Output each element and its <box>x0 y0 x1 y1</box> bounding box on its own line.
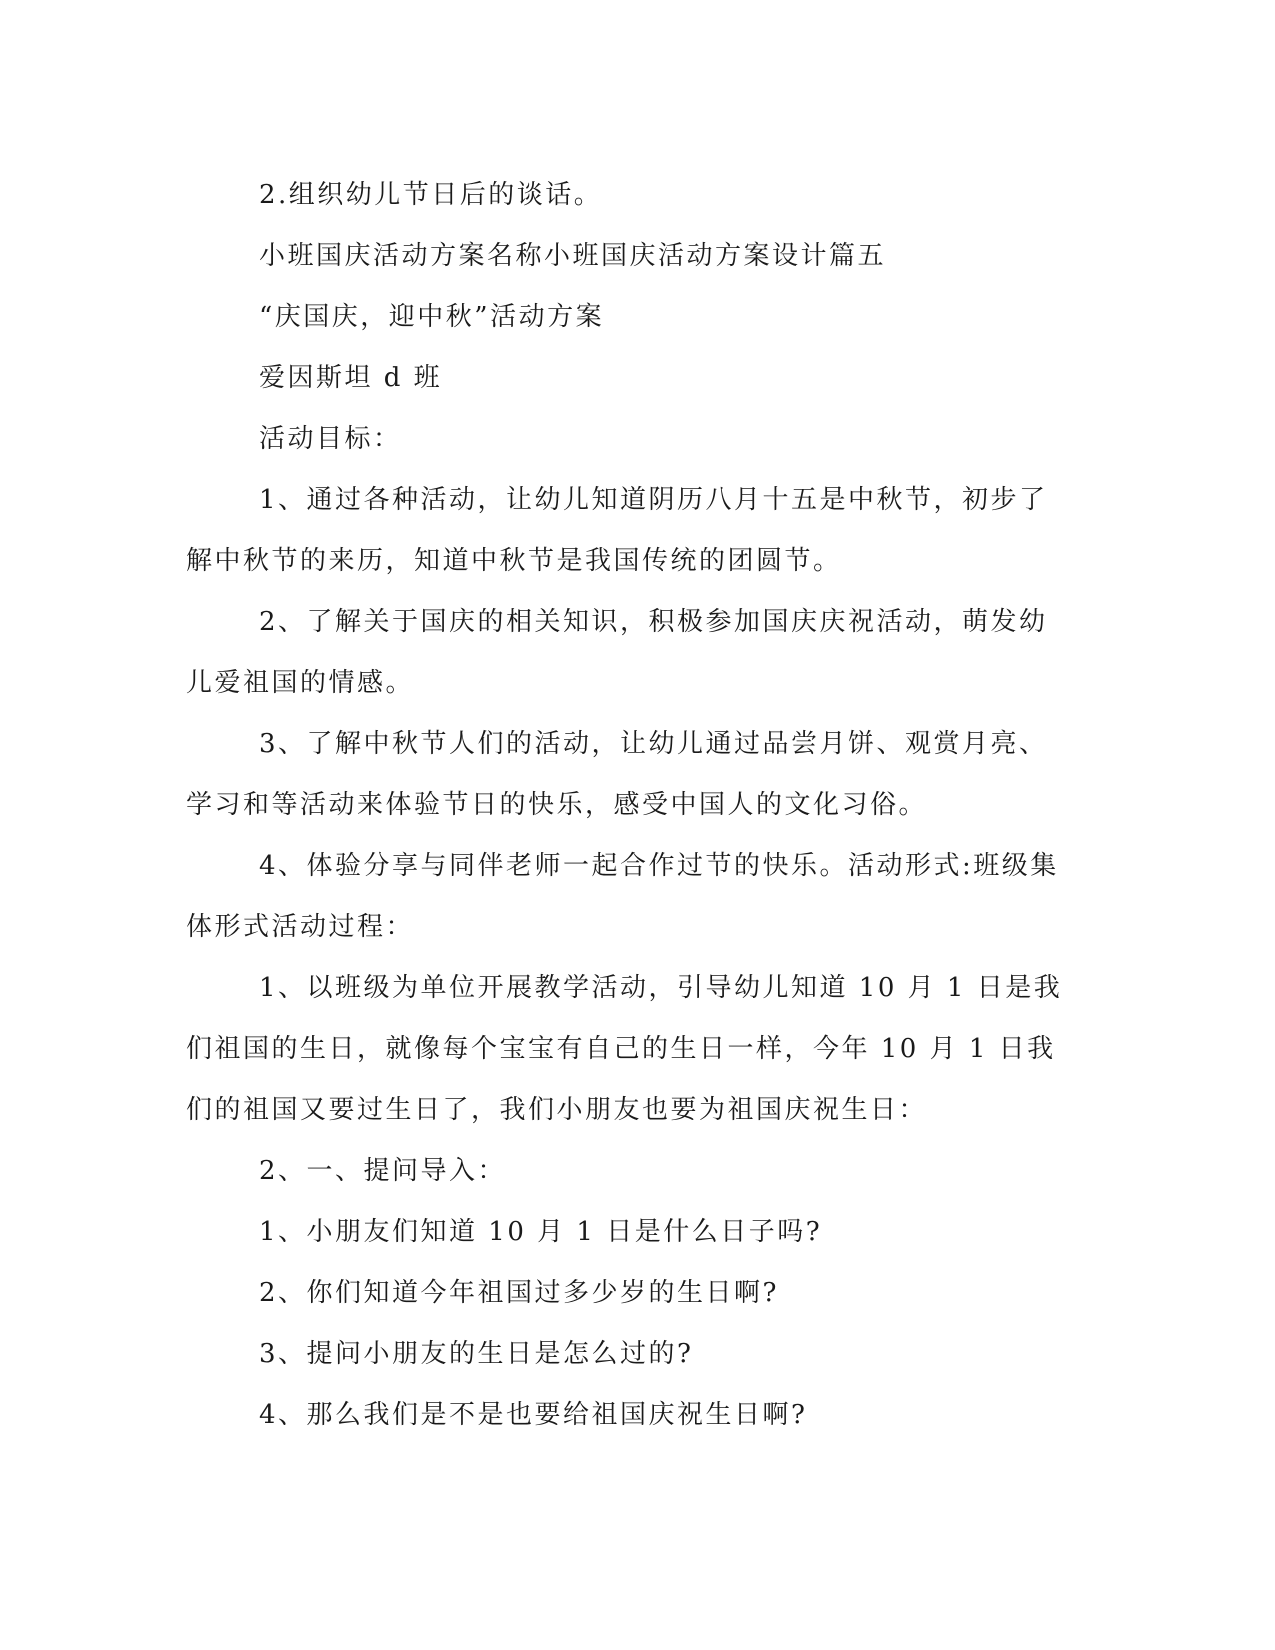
paragraph: 2、你们知道今年祖国过多少岁的生日啊? <box>259 1278 779 1308</box>
paragraph: 1、以班级为单位开展教学活动，引导幼儿知道 10 月 1 日是我们祖国的生日，就像每个宝宝有自己的生日一样，今年 10 月 1 日我们的祖国又要过生日了，我们小朋友也要为祖国庆祝生日： <box>186 973 1063 1125</box>
paragraph: 1、小朋友们知道 10 月 1 日是什么日子吗? <box>259 1217 823 1247</box>
paragraph: 活动目标： <box>259 424 402 454</box>
paragraph: 2.组织幼儿节日后的谈话。 <box>259 180 603 210</box>
paragraph: 2、一、提问导入： <box>259 1156 507 1186</box>
paragraph: 2、了解关于国庆的相关知识，积极参加国庆庆祝活动，萌发幼儿爱祖国的情感。 <box>186 607 1048 698</box>
paragraph: “庆国庆，迎中秋”活动方案 <box>259 302 605 332</box>
paragraph: 小班国庆活动方案名称小班国庆活动方案设计篇五 <box>259 241 887 271</box>
paragraph: 3、提问小朋友的生日是怎么过的? <box>259 1339 694 1369</box>
paragraph: 4、那么我们是不是也要给祖国庆祝生日啊? <box>259 1400 808 1430</box>
document-body <box>186 165 1066 1446</box>
paragraph: 1、通过各种活动，让幼儿知道阴历八月十五是中秋节，初步了解中秋节的来历，知道中秋节是我国传统的团圆节。 <box>186 485 1048 576</box>
paragraph: 3、了解中秋节人们的活动，让幼儿通过品尝月饼、观赏月亮、学习和等活动来体验节日的快乐，感受中国人的文化习俗。 <box>186 729 1048 820</box>
paragraph: 4、体验分享与同伴老师一起合作过节的快乐。活动形式:班级集体形式活动过程： <box>186 851 1059 942</box>
paragraph: 爱因斯坦 d 班 <box>259 363 443 393</box>
